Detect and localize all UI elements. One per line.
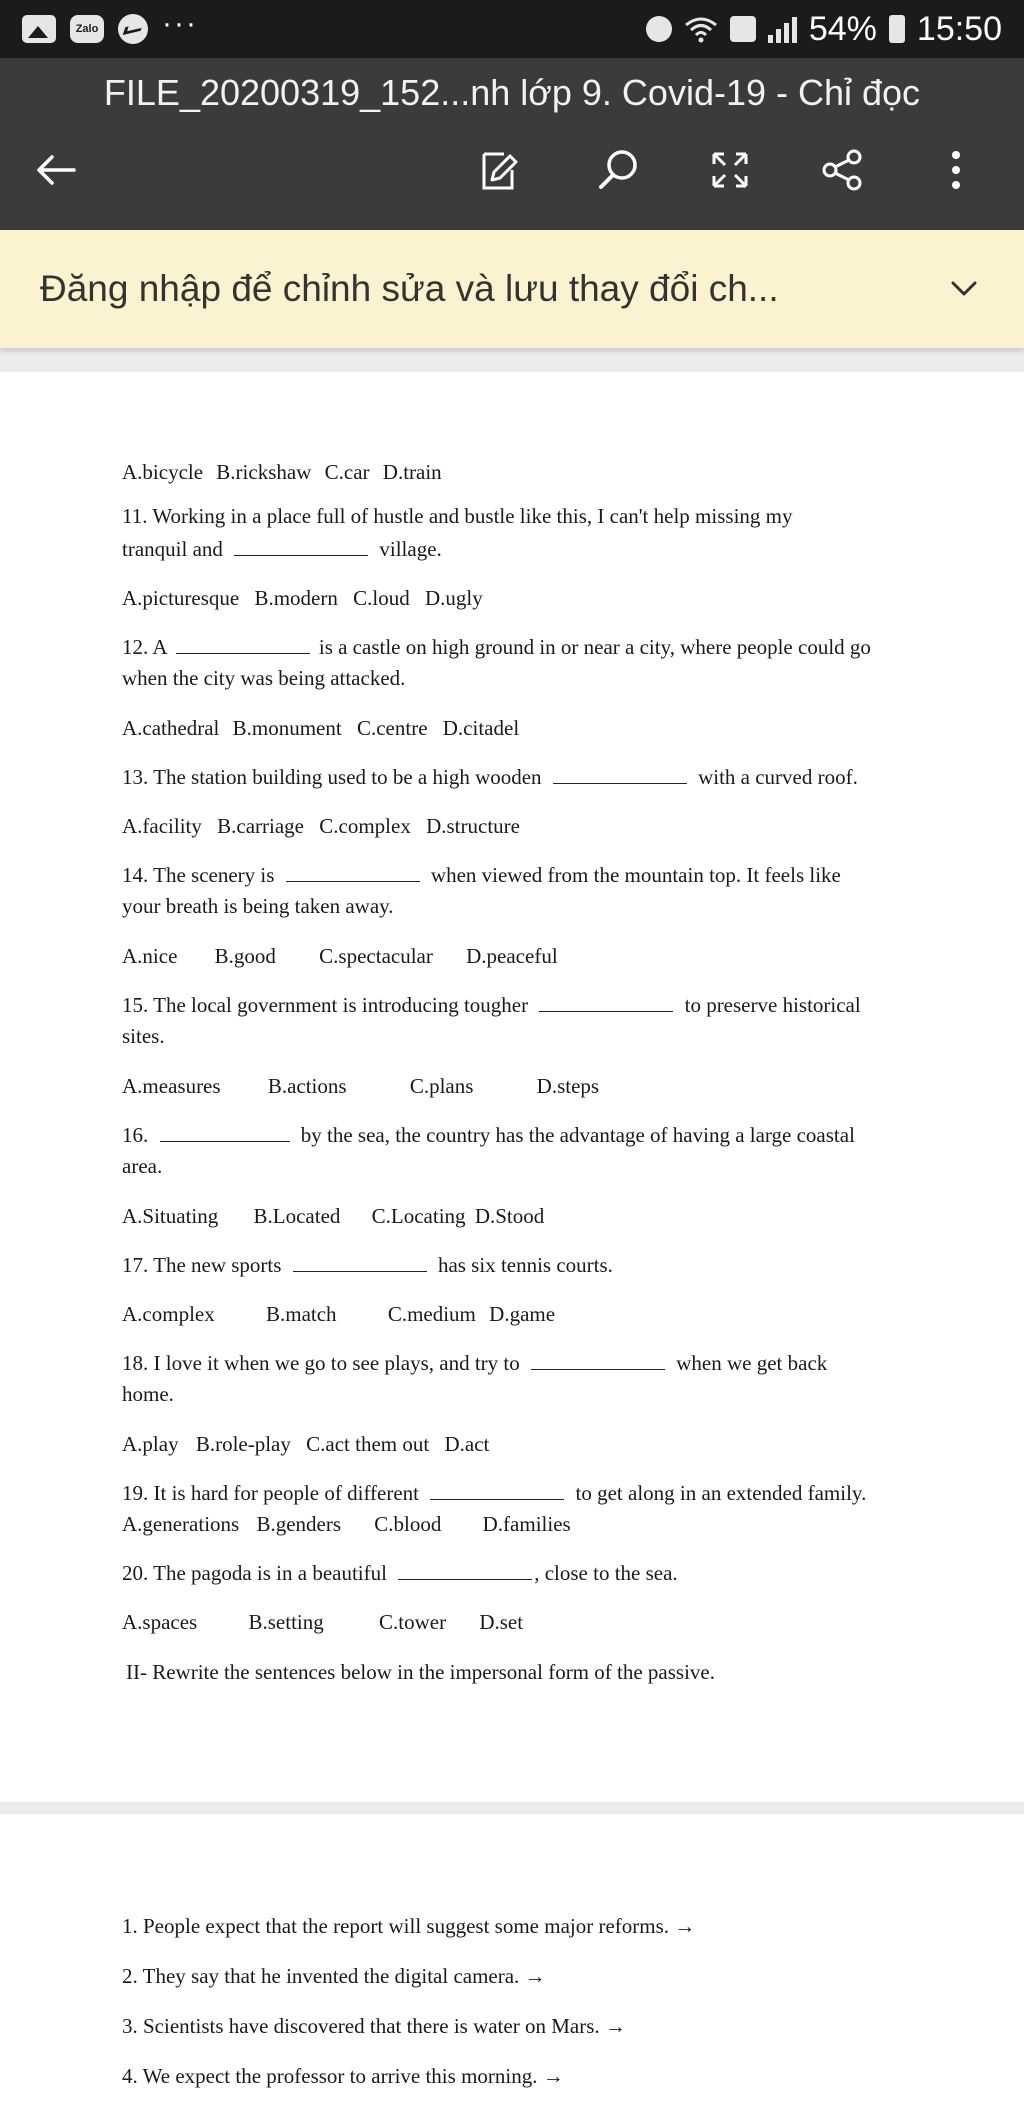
option: A.Situating xyxy=(122,1204,219,1228)
option: C.complex xyxy=(319,814,411,838)
option: B.rickshaw xyxy=(216,460,312,484)
option: C.plans xyxy=(409,1074,474,1098)
option: A.play xyxy=(122,1432,179,1456)
option: C.spectacular xyxy=(319,944,433,968)
answer-blank xyxy=(176,636,310,654)
more-vertical-icon xyxy=(932,146,980,194)
answer-blank xyxy=(531,1352,665,1370)
search-button[interactable] xyxy=(590,142,646,198)
option: D.set xyxy=(479,1610,524,1634)
q14-text xyxy=(122,864,841,886)
q19-options xyxy=(122,1514,571,1535)
q11-text: 11. Working in a place full of hustle and bustle like this, I can't help missing my xyxy=(122,504,793,528)
q15-text-cont: sites. xyxy=(122,1024,165,1048)
option: D.families xyxy=(482,1512,571,1536)
rewrite-item: 3. Scientists have discovered that there is water on Mars. → xyxy=(122,2014,626,2038)
text: 15. The local government is introducing tougher xyxy=(122,993,529,1017)
file-title: FILE_20200319_152...nh lớp 9. Covid-19 - Chỉ đọc xyxy=(103,72,921,113)
clock: 15:50 xyxy=(916,9,1002,48)
section-heading: II- Rewrite the sentences below in the impersonal form of the passive. xyxy=(126,1660,715,1684)
option: B.good xyxy=(214,944,276,968)
back-button[interactable] xyxy=(28,142,84,198)
q20-options xyxy=(122,1612,523,1633)
option: D.Stood xyxy=(474,1204,545,1228)
text: 12. A xyxy=(122,635,167,659)
q10-options xyxy=(122,462,442,483)
q20-text xyxy=(122,1562,678,1584)
answer-blank xyxy=(398,1562,532,1580)
text: village. xyxy=(379,537,442,561)
edit-icon xyxy=(474,146,522,194)
option: B.carriage xyxy=(217,814,305,838)
option: D.peaceful xyxy=(466,944,558,968)
option: D.train xyxy=(382,460,442,484)
document-page-2 xyxy=(0,1814,1024,2106)
q18-text-cont: home. xyxy=(122,1382,174,1406)
expand-banner-button[interactable] xyxy=(944,269,984,309)
answer-blank xyxy=(160,1124,290,1142)
option: D.structure xyxy=(426,814,520,838)
option: C.Locating xyxy=(371,1204,466,1228)
q16-options xyxy=(122,1206,544,1227)
q13-options xyxy=(122,816,520,837)
option: C.medium xyxy=(387,1302,476,1326)
text: 20. The pagoda is in a beautiful xyxy=(122,1561,387,1585)
q12-text xyxy=(122,636,871,658)
option: B.setting xyxy=(248,1610,324,1634)
option: D.game xyxy=(489,1302,556,1326)
answer-blank xyxy=(286,864,420,882)
text: to preserve historical xyxy=(684,993,861,1017)
app-bar xyxy=(0,58,1024,230)
q17-text xyxy=(122,1254,613,1276)
q13-text xyxy=(122,766,858,788)
option: A.nice xyxy=(122,944,178,968)
q17-options xyxy=(122,1304,555,1325)
option: B.modern xyxy=(254,586,338,610)
option: B.actions xyxy=(267,1074,347,1098)
option: A.generations xyxy=(122,1512,240,1536)
document-page-1 xyxy=(0,372,1024,1802)
q14-options xyxy=(122,946,558,967)
q18-text xyxy=(122,1352,827,1374)
messenger-icon xyxy=(118,14,148,44)
q11-options xyxy=(122,588,483,609)
q19-text xyxy=(122,1482,866,1504)
share-icon xyxy=(818,146,866,194)
text: 19. It is hard for people of different xyxy=(122,1481,420,1505)
option: C.centre xyxy=(356,716,428,740)
option: D.ugly xyxy=(424,586,483,610)
battery-icon xyxy=(889,15,905,43)
option: D.citadel xyxy=(442,716,520,740)
text: 18. I love it when we go to see plays, and try to xyxy=(122,1351,520,1375)
text: 13. The station building used to be a high wooden xyxy=(122,765,542,789)
text: to get along in an extended family. xyxy=(575,1481,867,1505)
edit-button[interactable] xyxy=(470,142,526,198)
text: has six tennis courts. xyxy=(437,1253,613,1277)
call-icon xyxy=(730,16,756,42)
alarm-icon xyxy=(646,16,672,42)
search-icon xyxy=(594,146,642,194)
option: C.tower xyxy=(379,1610,447,1634)
option: C.car xyxy=(324,460,370,484)
q12-options xyxy=(122,718,519,739)
rewrite-item: 1. People expect that the report will suggest some major reforms. → xyxy=(122,1914,696,1938)
option: A.facility xyxy=(122,814,202,838)
zalo-icon: Zalo xyxy=(70,15,104,43)
rewrite-item: 2. They say that he invented the digital camera. → xyxy=(122,1964,546,1988)
option: A.measures xyxy=(122,1074,221,1098)
option: B.match xyxy=(265,1302,337,1326)
text: when we get back xyxy=(676,1351,828,1375)
text: tranquil and xyxy=(122,537,223,561)
option: A.bicycle xyxy=(122,460,204,484)
more-options-button[interactable] xyxy=(928,142,984,198)
text: , close to the sea. xyxy=(534,1561,678,1585)
option: B.Located xyxy=(253,1204,341,1228)
option: B.genders xyxy=(256,1512,342,1536)
text: 16. xyxy=(122,1123,149,1147)
q14-text-cont: your breath is being taken away. xyxy=(122,894,394,918)
option: A.spaces xyxy=(122,1610,198,1634)
text: 14. The scenery is xyxy=(122,863,275,887)
option: B.monument xyxy=(232,716,342,740)
q15-options xyxy=(122,1076,599,1097)
fullscreen-button[interactable] xyxy=(702,142,758,198)
option: C.blood xyxy=(374,1512,442,1536)
status-bar xyxy=(0,0,1024,58)
chevron-down-icon xyxy=(950,280,978,298)
share-button[interactable] xyxy=(814,142,870,198)
battery-percent: 54% xyxy=(808,9,877,48)
signal-icon xyxy=(768,15,797,43)
back-icon xyxy=(32,146,80,194)
wifi-icon xyxy=(684,15,718,43)
text: is a castle on high ground in or near a city, where people could go xyxy=(318,635,871,659)
q12-text-cont: when the city was being attacked. xyxy=(122,666,406,690)
notification-icons xyxy=(22,7,198,44)
option: C.loud xyxy=(353,586,410,610)
gallery-icon xyxy=(22,15,56,43)
q11-text-cont xyxy=(122,538,442,560)
option: A.complex xyxy=(122,1302,215,1326)
q18-options xyxy=(122,1434,489,1455)
q15-text xyxy=(122,994,861,1016)
option: A.picturesque xyxy=(122,586,240,610)
option: D.act xyxy=(444,1432,490,1456)
more-dots-icon: ··· xyxy=(162,7,198,40)
q16-text xyxy=(122,1124,855,1146)
answer-blank xyxy=(539,994,673,1012)
option: A.cathedral xyxy=(122,716,220,740)
answer-blank xyxy=(293,1254,427,1272)
option: D.steps xyxy=(536,1074,600,1098)
sign-in-banner[interactable] xyxy=(0,230,1024,348)
option: B.role-play xyxy=(195,1432,291,1456)
text: by the sea, the country has the advantage of having a large coastal xyxy=(300,1123,855,1147)
text: with a curved roof. xyxy=(698,765,858,789)
text: when viewed from the mountain top. It feels like xyxy=(430,863,841,887)
fullscreen-icon xyxy=(706,146,754,194)
q16-text-cont: area. xyxy=(122,1154,163,1178)
answer-blank xyxy=(234,538,368,556)
answer-blank xyxy=(553,766,687,784)
system-icons xyxy=(646,10,1002,49)
answer-blank xyxy=(430,1482,564,1500)
rewrite-item: 4. We expect the professor to arrive this morning. → xyxy=(122,2064,564,2088)
text: 17. The new sports xyxy=(122,1253,282,1277)
banner-text: Đăng nhập để chỉnh sửa và lưu thay đổi ch... xyxy=(40,268,779,309)
option: C.act them out xyxy=(306,1432,430,1456)
